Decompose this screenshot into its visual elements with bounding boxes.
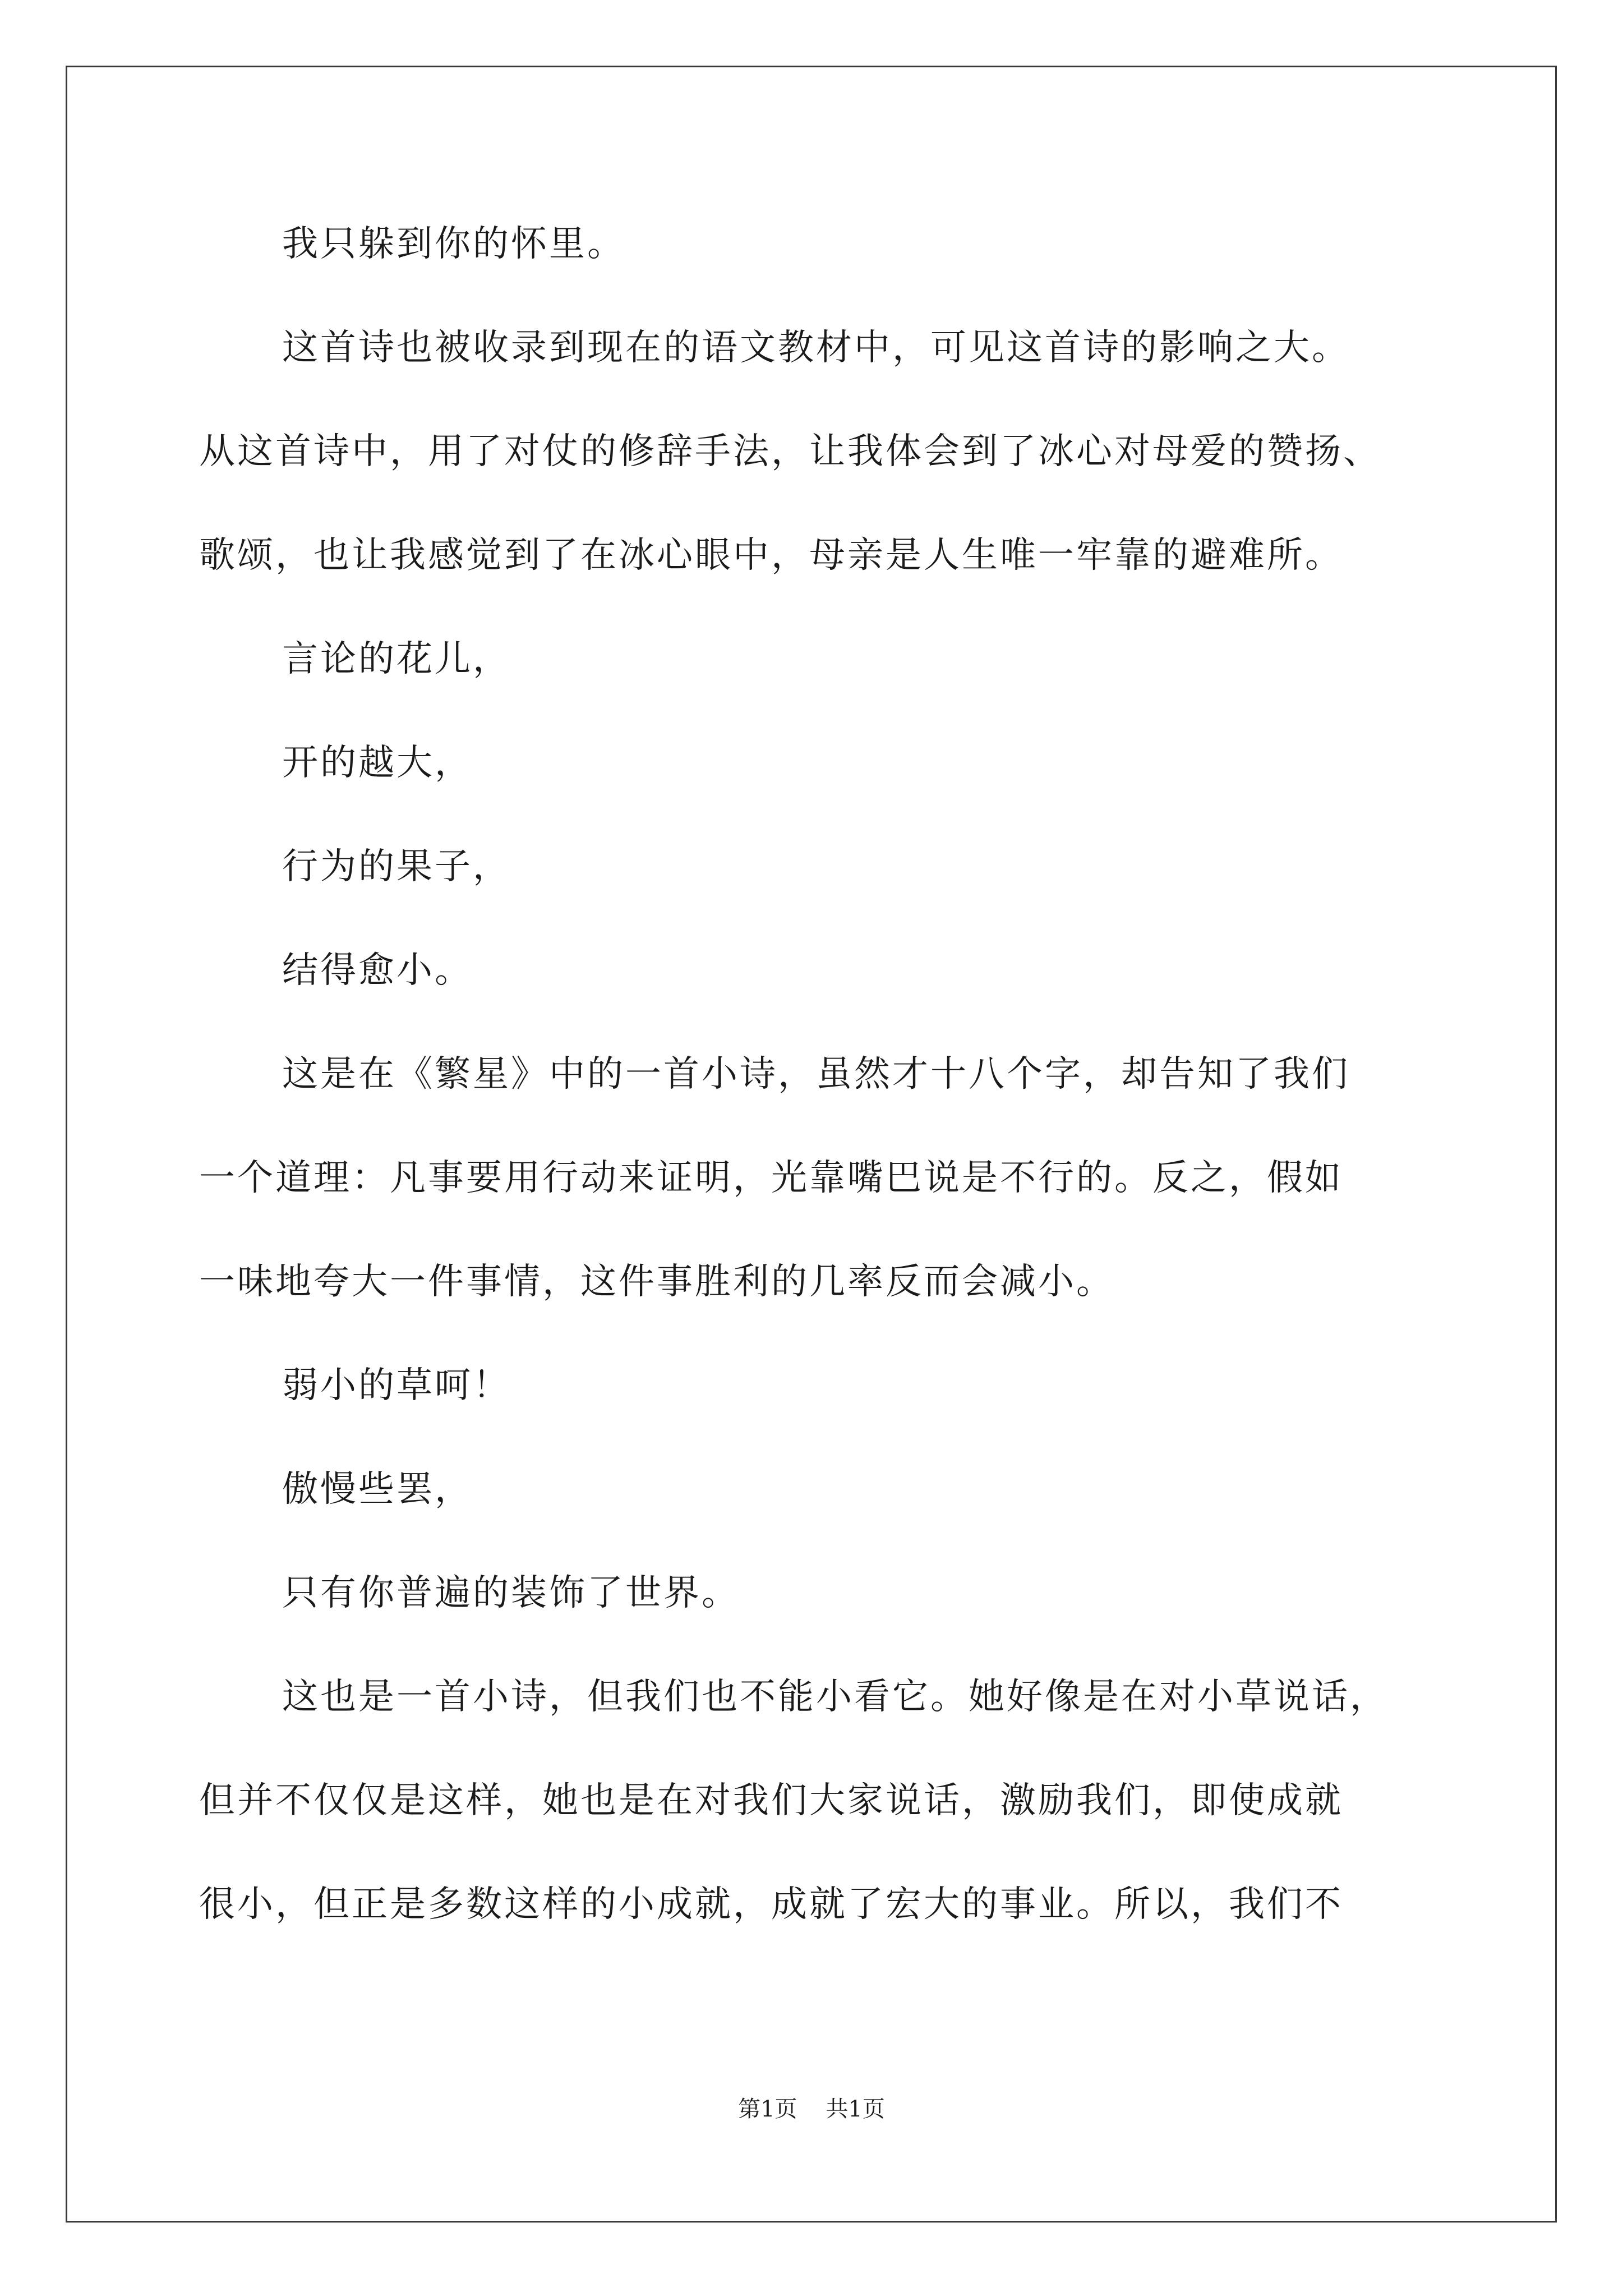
page-number-footer: 第1页 共1页 (738, 2096, 885, 2122)
text-line: 一个道理：凡事要用行动来证明，光靠嘴巴说是不行的。反之，假如 (199, 1157, 1343, 1199)
text-line: 很小，但正是多数这样的小成就，成就了宏大的事业。所以，我们不 (199, 1884, 1343, 1925)
text-line: 结得愈小。 (282, 950, 473, 991)
text-line: 弱小的草呵！ (282, 1365, 511, 1406)
text-line: 开的越大， (282, 742, 473, 784)
text-line: 歌颂，也让我感觉到了在冰心眼中，母亲是人生唯一牢靠的避难所。 (199, 535, 1343, 576)
text-line: 但并不仅仅是这样，她也是在对我们大家说话，激励我们，即使成就 (199, 1780, 1343, 1821)
text-line: 这是在《繁星》中的一首小诗，虽然才十八个字，却告知了我们 (282, 1053, 1350, 1095)
text-line: 行为的果子， (282, 846, 511, 887)
text-line: 只有你普遍的装饰了世界。 (282, 1572, 740, 1614)
text-line: 这首诗也被收录到现在的语文教材中，可见这首诗的影响之大。 (282, 327, 1350, 369)
text-line: 一味地夸大一件事情，这件事胜利的几率反而会减小。 (199, 1261, 1114, 1303)
text-line: 言论的花儿， (282, 638, 511, 680)
text-line: 傲慢些罢， (282, 1469, 473, 1510)
text-line: 我只躲到你的怀里。 (282, 223, 625, 265)
text-line: 这也是一首小诗，但我们也不能小看它。她好像是在对小草说话， (282, 1676, 1388, 1718)
text-line: 从这首诗中，用了对仗的修辞手法，让我体会到了冰心对母爱的赞扬、 (199, 431, 1381, 472)
